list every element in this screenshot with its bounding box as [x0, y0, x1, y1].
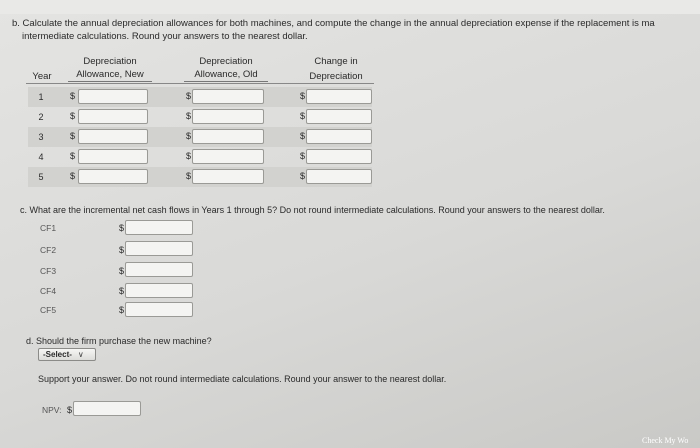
cf5-input[interactable] [125, 302, 193, 317]
part-d-question: d. Should the firm purchase the new machine? [26, 336, 212, 346]
chevron-down-icon: ∨ [77, 350, 84, 359]
year-cell: 3 [38, 132, 44, 142]
col-header-change-line2: Depreciation [298, 70, 374, 84]
currency-symbol: $ [70, 151, 76, 161]
dep-change-year1-input[interactable] [306, 89, 372, 104]
dep-new-year4-input[interactable] [78, 149, 148, 164]
dep-new-year5-input[interactable] [78, 169, 148, 184]
currency-symbol: $ [186, 91, 192, 101]
col-header-old-line1: Depreciation [199, 56, 253, 67]
col-header-new-line1: Depreciation [83, 56, 137, 67]
cf-label: CF5 [40, 305, 57, 315]
check-my-work-button[interactable]: Check My Wo [642, 436, 689, 445]
cf-label: CF4 [40, 286, 57, 296]
currency-symbol: $ [300, 111, 306, 121]
currency-symbol: $ [119, 266, 125, 276]
part-b-question-line2: intermediate calculations. Round your answers to the nearest dollar. [22, 31, 308, 42]
part-d-support-text: Support your answer. Do not round intermediate calculations. Round your answer to the nearest dollar. [38, 374, 447, 384]
dep-old-year2-input[interactable] [192, 109, 264, 124]
table-header-divider [26, 83, 374, 84]
dep-old-year1-input[interactable] [192, 89, 264, 104]
cf4-input[interactable] [125, 283, 193, 298]
currency-symbol: $ [186, 131, 192, 141]
select-value: -Select- [43, 350, 72, 359]
currency-symbol: $ [119, 305, 125, 315]
npv-input[interactable] [73, 401, 141, 416]
currency-symbol: $ [300, 171, 306, 181]
year-cell: 5 [38, 172, 44, 182]
col-header-old-line2: Allowance, Old [184, 68, 268, 82]
top-strip [0, 0, 700, 14]
dep-old-year3-input[interactable] [192, 129, 264, 144]
currency-symbol: $ [70, 111, 76, 121]
col-header-change-line1: Change in [314, 56, 358, 67]
year-cell: 1 [38, 92, 44, 102]
cf-label: CF1 [40, 223, 57, 233]
cf1-input[interactable] [125, 220, 193, 235]
currency-symbol: $ [70, 171, 76, 181]
cf-label: CF3 [40, 266, 57, 276]
part-b-question-line1: b. Calculate the annual depreciation allowances for both machines, and compute the change in the annual depreciation expense if the replacement is ma [12, 18, 655, 29]
npv-label: NPV: [42, 405, 62, 415]
currency-symbol: $ [119, 286, 125, 296]
dep-change-year5-input[interactable] [306, 169, 372, 184]
currency-symbol: $ [70, 91, 76, 101]
dep-new-year2-input[interactable] [78, 109, 148, 124]
dep-change-year2-input[interactable] [306, 109, 372, 124]
currency-symbol: $ [119, 245, 125, 255]
currency-symbol: $ [300, 91, 306, 101]
dep-change-year3-input[interactable] [306, 129, 372, 144]
currency-symbol: $ [70, 131, 76, 141]
dep-new-year1-input[interactable] [78, 89, 148, 104]
currency-symbol: $ [186, 171, 192, 181]
currency-symbol: $ [67, 405, 73, 415]
cf2-input[interactable] [125, 241, 193, 256]
purchase-decision-select[interactable] [38, 348, 96, 361]
currency-symbol: $ [119, 223, 125, 233]
cf-label: CF2 [40, 245, 57, 255]
dep-old-year5-input[interactable] [192, 169, 264, 184]
currency-symbol: $ [186, 111, 192, 121]
dep-change-year4-input[interactable] [306, 149, 372, 164]
cf3-input[interactable] [125, 262, 193, 277]
part-c-question: c. What are the incremental net cash flows in Years 1 through 5? Do not round intermediate calculations. Round your answers to the nearest dollar. [20, 205, 605, 215]
col-header-new-line2: Allowance, New [68, 68, 152, 82]
dep-old-year4-input[interactable] [192, 149, 264, 164]
dep-new-year3-input[interactable] [78, 129, 148, 144]
year-cell: 2 [38, 112, 44, 122]
year-cell: 4 [38, 152, 44, 162]
col-header-year: Year [32, 71, 52, 82]
currency-symbol: $ [186, 151, 192, 161]
currency-symbol: $ [300, 151, 306, 161]
currency-symbol: $ [300, 131, 306, 141]
